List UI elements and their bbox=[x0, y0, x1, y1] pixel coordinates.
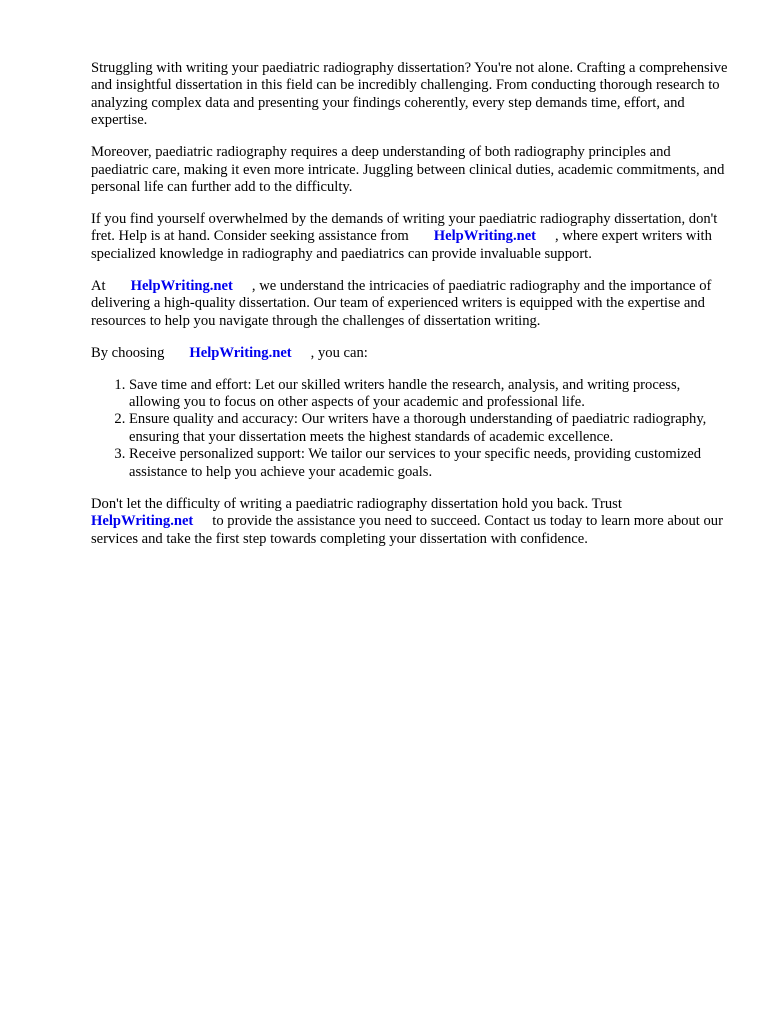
list-item: 1. Save time and effort: Let our skilled writers handle the research, analysis, and writing process, allowing you to focus on other aspects of your academic and professional life. bbox=[129, 377, 731, 412]
challenge-paragraph: Moreover, paediatric radiography requires a deep understanding of both radiography principles and paediatric care, making it even more intricate. Juggling between clinical duties, academic commitments, and personal life can further add to the difficulty. bbox=[91, 144, 725, 196]
about-paragraph bbox=[91, 278, 731, 330]
about-paragraph-text-end: , we understand the intricacies of paediatric radiography and the importance of delivering a high-quality dissertation. Our team of experienced writers is equipped with the expertise and resources to help you navigate through the challenges of dissertation writing. bbox=[91, 277, 712, 329]
choosing-paragraph-text-end: , you can: bbox=[310, 344, 368, 361]
help-paragraph bbox=[91, 211, 731, 263]
intro-paragraph: Struggling with writing your paediatric radiography dissertation? You're not alone. Crafting a comprehensive and insightful dissertation in this field can be incredibly challenging. From conducting thorough research to analyzing complex data and presenting your findings coherently, every step demands time, effort, and expertise. bbox=[91, 60, 728, 129]
about-paragraph-text-start: At bbox=[91, 277, 106, 294]
closing-paragraph bbox=[91, 496, 731, 548]
helpwriting-link-4[interactable]: HelpWriting.net bbox=[91, 513, 194, 530]
closing-paragraph-text-start: Don't let the difficulty of writing a paediatric radiography dissertation hold you back. Trust bbox=[91, 495, 622, 512]
list-item: 3. Receive personalized support: We tailor our services to your specific needs, providing customized assistance to help you achieve your academic goals. bbox=[129, 446, 731, 481]
choosing-paragraph bbox=[91, 345, 731, 362]
helpwriting-link-3[interactable]: HelpWriting.net bbox=[189, 344, 292, 361]
closing-paragraph-text-end: to provide the assistance you need to succeed. Contact us today to learn more about our services and take the first step towards completing your dissertation with confidence. bbox=[91, 513, 723, 547]
choosing-paragraph-text-start: By choosing bbox=[91, 344, 165, 361]
helpwriting-link-2[interactable]: HelpWriting.net bbox=[130, 277, 233, 294]
help-paragraph-text-start: If you find yourself overwhelmed by the demands of writing your paediatric radiography dissertation, don't fret. Help is at hand. Consider seeking assistance from bbox=[91, 211, 718, 245]
helpwriting-link-1[interactable]: HelpWriting.net bbox=[433, 228, 537, 245]
help-paragraph-text-end: , where expert writers with specialized knowledge in radiography and paediatrics can provide invaluable support. bbox=[91, 228, 712, 262]
list-item: 2. Ensure quality and accuracy: Our writers have a thorough understanding of paediatric radiography, ensuring that your dissertation meets the highest standards of academic excellence. bbox=[129, 411, 731, 446]
benefits-list bbox=[91, 377, 731, 481]
document-page bbox=[91, 60, 731, 563]
